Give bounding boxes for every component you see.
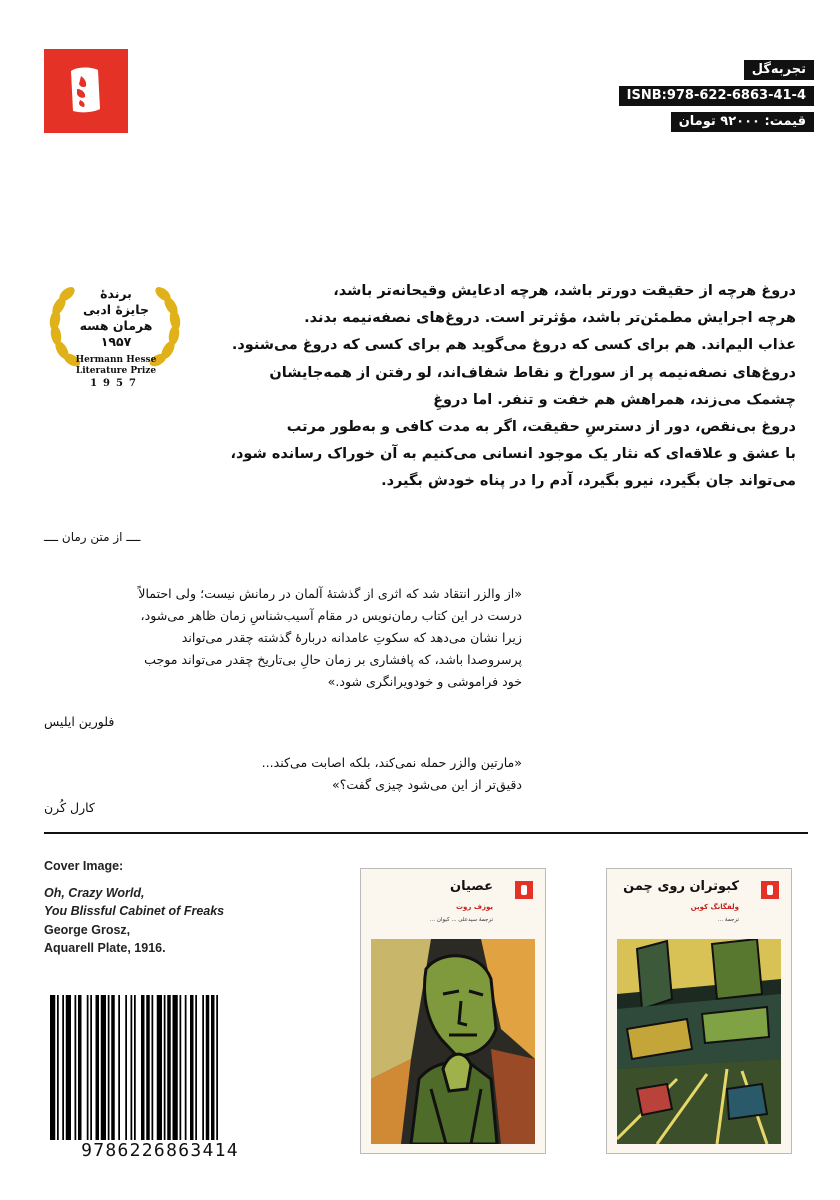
barcode (44, 995, 276, 1161)
blurb-line: دروغ‌های نصفه‌نیمه پر از سوراخ و نقاط شفاف‌اند، لو رفتن از همه‌جایشان (269, 364, 796, 381)
blurb-line: دروغ هرچه از حقیقت دورتر باشد، هرچه ادعایش وقیحانه‌تر باشد، (333, 283, 796, 299)
street-painting-icon (617, 939, 781, 1144)
quote-line: درست در این کتاب رمان‌نویس در مقام آسیب‌شناسِ زمان ظاهر می‌شود، (140, 608, 522, 623)
related-book (606, 868, 792, 1154)
publisher-logo (44, 49, 128, 133)
quote-line: زیرا نشان می‌دهد که سکوتِ عامدانه دربارهٔ گذشته چقدر می‌تواند (181, 630, 522, 645)
quote-line: پرسروصدا باشد، که پافشاری بر زمان حالِ بی‌تاریخ چقدر می‌تواند موجب (144, 652, 522, 667)
blurb-line: با عشق و علاقه‌ای که نثار یک موجود انسانی می‌کنیم به آن خوراک رسانده شود، (230, 446, 796, 463)
cover-credit (44, 857, 344, 958)
review-quote (44, 583, 522, 693)
award-line: برندهٔ (100, 286, 132, 301)
blurb-line: عذاب الیم‌اند. هم برای کسی که دروغ می‌گوید هم برای کسی که دروغ می‌شنود. (231, 337, 796, 354)
publisher-logo-icon (515, 881, 533, 899)
isbn-badge: ISNB:978-622-6863-41-4 (619, 86, 814, 106)
award-line: جایزهٔ ادبی (83, 302, 149, 317)
award-en-line: Hermann Hesse (75, 355, 157, 365)
blurb-line: چشمک می‌زند، همراهش هم خفت و تنفر. اما دروغِ (433, 391, 796, 408)
book-translator: ترجمهٔ سیدعلی ... کیوان ... (429, 917, 493, 923)
book-author: ولفگانگ کوپن (690, 903, 739, 911)
publisher-logo-icon (761, 881, 779, 899)
barcode-number: 9786226863414 (44, 1140, 276, 1161)
quote-author: فلورین ایلیس (44, 714, 115, 729)
credit-artist: George Grosz, (44, 922, 131, 937)
credit-label: Cover Image: (44, 859, 124, 873)
related-book (360, 868, 546, 1154)
quote-author: کارل کُرن (44, 800, 95, 815)
blurb-line: دروغ بی‌نقص، دور از دسترسِ حقیقت، اگر به مدت کافی و به‌طور مرتب (286, 419, 796, 436)
quote-line: «از والزر انتقاد شد که اثری از گذشتهٔ آلمان در رمانش نیست؛ ولی احتمالاً (138, 586, 522, 601)
quote-line: «مارتین والزر حمله نمی‌کند، بلکه اصابت می‌کند... (261, 755, 522, 770)
award-line: هرمان هسه (79, 318, 153, 333)
credit-title: Oh, Crazy World, (44, 885, 145, 900)
publisher-logo-icon (44, 49, 128, 133)
section-divider (44, 832, 808, 834)
blurb-line: می‌تواند جان بگیرد، نیرو بگیرد، آدم را در پناه خودش بگیرد. (381, 473, 796, 490)
blurb-source: ــــ از متن رمان ــــ (44, 530, 141, 544)
award-year: 1957 (90, 378, 142, 389)
award-year-fa: ۱۹۵۷ (100, 334, 132, 349)
price-badge: قیمت: ۹۲۰۰۰ تومان (671, 112, 814, 132)
quote-line: دقیق‌تر از این می‌شود چیزی گفت؟» (332, 777, 522, 792)
blurb-line: هرچه اجرایش مطمئن‌تر باشد، مؤثرتر است. دروغ‌های نصفه‌نیمه بدند. (304, 310, 796, 327)
credit-details: Aquarell Plate, 1916. (44, 941, 166, 955)
portrait-painting-icon (371, 939, 535, 1144)
book-author: یوزف روت (455, 903, 493, 911)
book-title: کبوتران روی چمن (623, 879, 739, 894)
barcode-bars-icon (44, 995, 276, 1161)
credit-title: You Blissful Cabinet of Freaks (44, 904, 225, 918)
book-title: عصیان (450, 879, 493, 894)
quote-line: خود فراموشی و خودویرانگری شود.» (327, 674, 522, 689)
award-text (76, 286, 156, 350)
award-en-line: Literature Prize (75, 366, 157, 376)
review-quote (44, 752, 522, 796)
series-badge: تجربه‌گل (744, 60, 814, 80)
blurb-paragraph (230, 278, 796, 496)
award-emblem (40, 280, 190, 410)
book-translator: ترجمهٔ ... (717, 917, 739, 923)
award-english (68, 355, 164, 377)
